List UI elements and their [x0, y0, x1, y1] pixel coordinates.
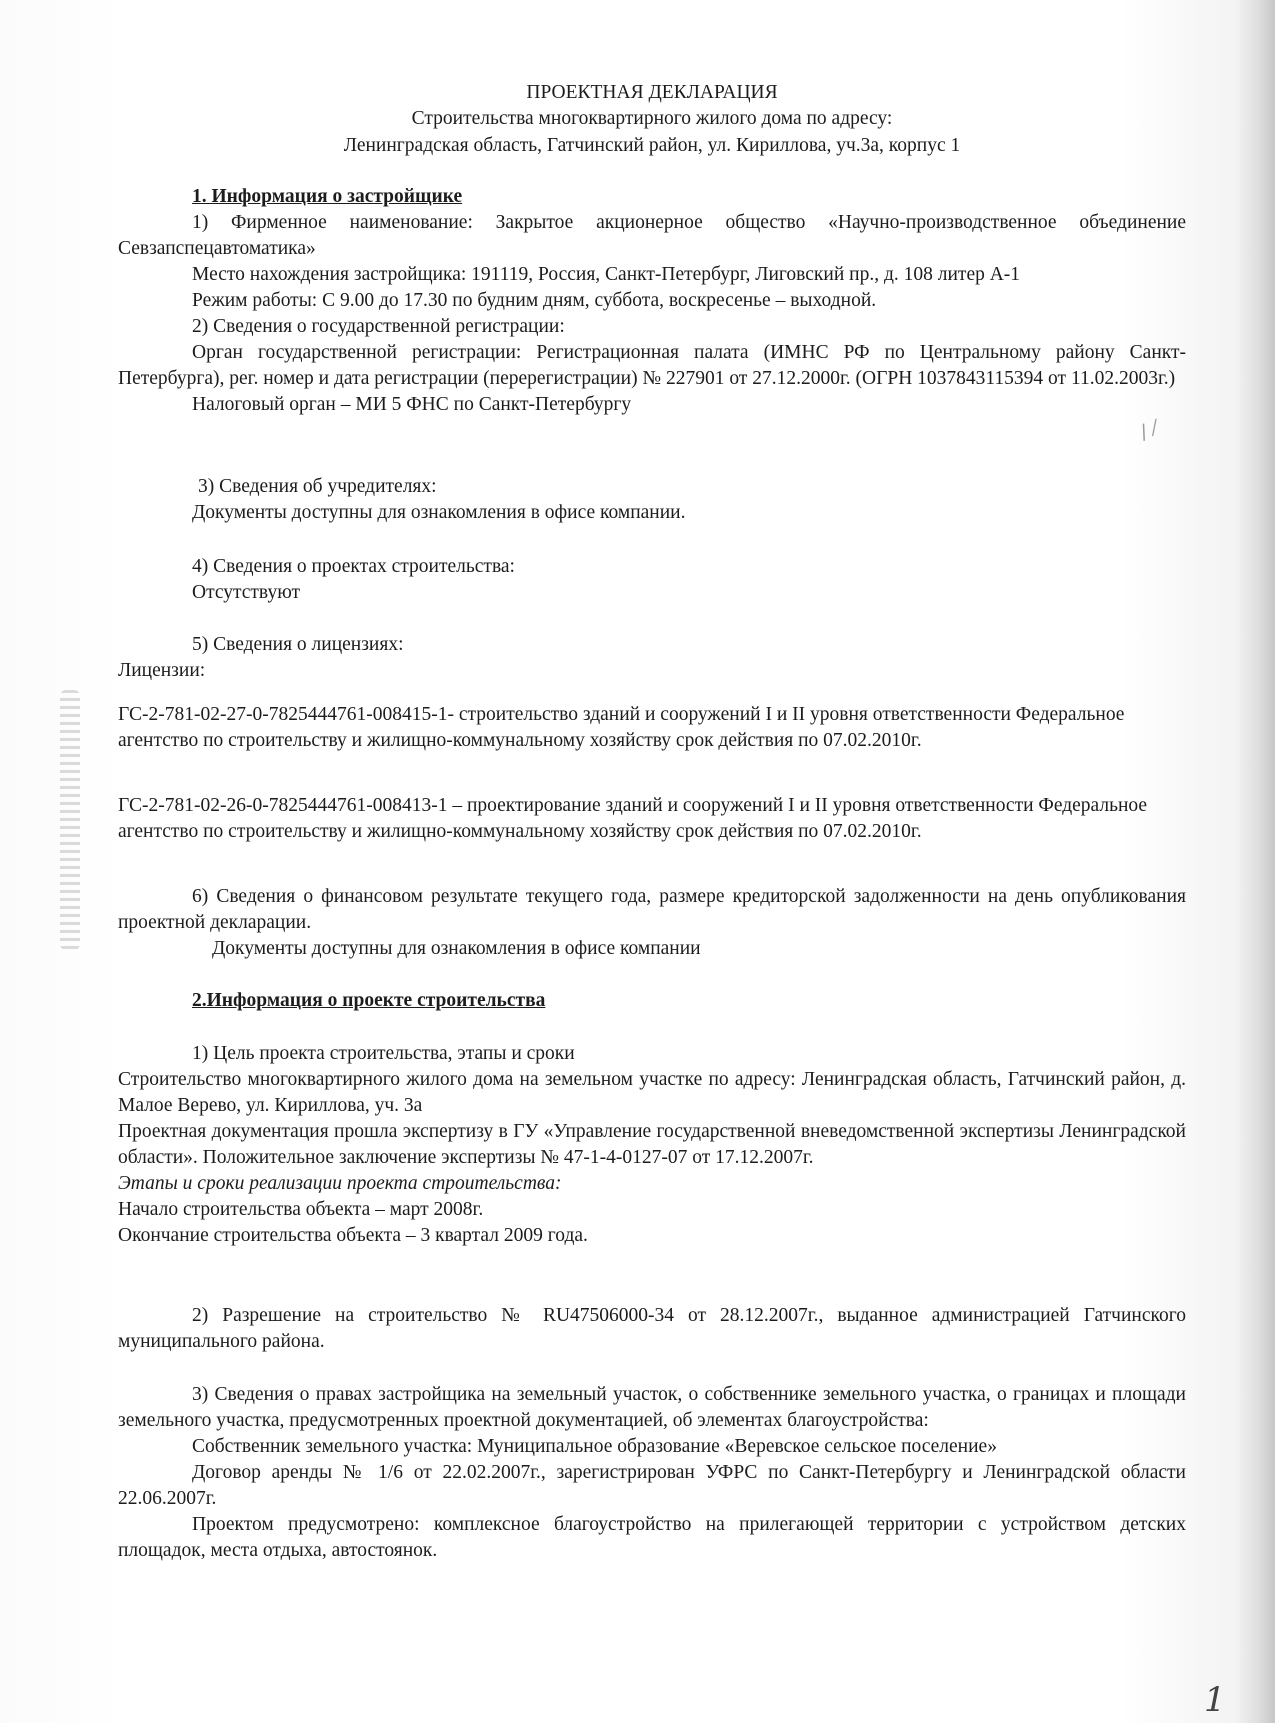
section1-item1: 1) Фирменное наименование: Закрытое акционерное общество «Научно-производственное объединение Севзапспецавтоматика»: [118, 212, 1186, 259]
page-number-handwritten: 1: [1204, 1680, 1226, 1720]
section2-stages-label: Этапы и сроки реализации проекта строительства:: [118, 1173, 562, 1194]
section2-start: Начало строительства объекта – март 2008г.: [118, 1199, 484, 1220]
section2-owner: Собственник земельного участка: Муниципальное образование «Веревское сельское поселение»: [192, 1436, 997, 1457]
section1-item2: 2) Сведения о государственной регистрации:: [192, 316, 565, 337]
section1-heading: 1. Информация о застройщике: [192, 186, 463, 207]
section2-item1: 1) Цель проекта строительства, этапы и сроки: [192, 1043, 575, 1064]
section1-work-hours: Режим работы: С 9.00 до 17.30 по будним дням, суббота, воскресенье – выходной.: [192, 290, 877, 311]
section1-item3-text: Документы доступны для ознакомления в офисе компании.: [192, 502, 686, 523]
section2-heading-block: [118, 988, 1186, 1014]
license2: ГС-2-781-02-26-0-7825444761-008413-1 – проектирование зданий и сооружений I и II уровня ответственности Федеральное агентство по строительству и жилищно-коммунальному хозяйству срок действия по 07.02.2010г.: [118, 795, 1148, 842]
section2-land-block: [118, 1382, 1186, 1564]
pen-mark: / ⁄: [1136, 415, 1161, 445]
document-subtitle: Строительства многоквартирного жилого дома по адресу:: [411, 108, 893, 129]
section1-registration: Орган государственной регистрации: Регистрационная палата (ИМНС РФ по Центральному району Санкт-Петербурга), рег. номер и дата регистрации (перерегистрации) № 227901 от 27.12.2000г. (ОГРН 1037843115394 от 11.02.2003г.): [118, 342, 1186, 389]
section1-location: Место нахождения застройщика: 191119, Россия, Санкт-Петербург, Лиговский пр., д. 108 литер А-1: [192, 264, 1021, 285]
section1-item4-text: Отсутствуют: [192, 582, 301, 603]
section2-heading: 2.Информация о проекте строительства: [192, 990, 546, 1011]
section1-founders: [118, 474, 1186, 526]
section1-item6: 6) Сведения о финансовом результате текущего года, размере кредиторской задолженности на день опубликования проектной декларации.: [118, 886, 1186, 933]
licenses-label: Лицензии:: [118, 660, 206, 681]
document-title: ПРОЕКТНАЯ ДЕКЛАРАЦИЯ: [526, 82, 778, 103]
section1-item4: 4) Сведения о проектах строительства:: [192, 556, 515, 577]
section2-goal: Строительство многоквартирного жилого дома на земельном участке по адресу: Ленинградская область, Гатчинский район, д. Малое Верево, ул. Кириллова, уч. 3а: [118, 1069, 1186, 1116]
binding-thread-marks: [60, 690, 80, 950]
section1-finance: [118, 884, 1186, 962]
section1-licenses: [118, 632, 1186, 684]
section2-end: Окончание строительства объекта – 3 квартал 2009 года.: [118, 1225, 588, 1246]
section1-item6-text: Документы доступны для ознакомления в офисе компании: [212, 938, 701, 959]
document-address: Ленинградская область, Гатчинский район, ул. Кириллова, уч.3а, корпус 1: [343, 135, 961, 156]
section1-item5: 5) Сведения о лицензиях:: [192, 634, 404, 655]
license1: ГС-2-781-02-27-0-7825444761-008415-1- строительство зданий и сооружений I и II уровня ответственности Федеральное агентство по строительству и жилищно-коммунальному хозяйству срок действия по 07.02.2010г.: [118, 704, 1125, 751]
section1: [118, 184, 1186, 418]
section2-lease: Договор аренды № 1/6 от 22.02.2007г., зарегистрирован УФРС по Санкт-Петербургу и Ленинградской области 22.06.2007г.: [118, 1462, 1186, 1509]
section1-tax: Налоговый орган – МИ 5 ФНС по Санкт-Петербургу: [192, 394, 632, 415]
section2-item2: 2) Разрешение на строительство № RU47506000-34 от 28.12.2007г., выданное администрацией Гатчинского муниципального района.: [118, 1305, 1186, 1352]
section1-projects: [118, 554, 1186, 606]
section1-item3: 3) Сведения об учредителях:: [198, 476, 437, 497]
section2-expertise: Проектная документация прошла экспертизу в ГУ «Управление государственной вневедомственной экспертизы Ленинградской области». Положительное заключение экспертизы № 47-1-4-0127-07 от 17.12.2007г.: [118, 1121, 1186, 1168]
page-edge-shadow: [1235, 0, 1275, 1723]
section2-goal-block: [118, 1041, 1186, 1249]
section2-improvement: Проектом предусмотрено: комплексное благоустройство на прилегающей территории с устройством детских площадок, места отдыха, автостоянок.: [118, 1514, 1186, 1561]
section2-item3: 3) Сведения о правах застройщика на земельный участок, о собственнике земельного участка, о границах и площади земельного участка, предусмотренных проектной документацией, об элементах благоустройства:: [118, 1384, 1186, 1431]
